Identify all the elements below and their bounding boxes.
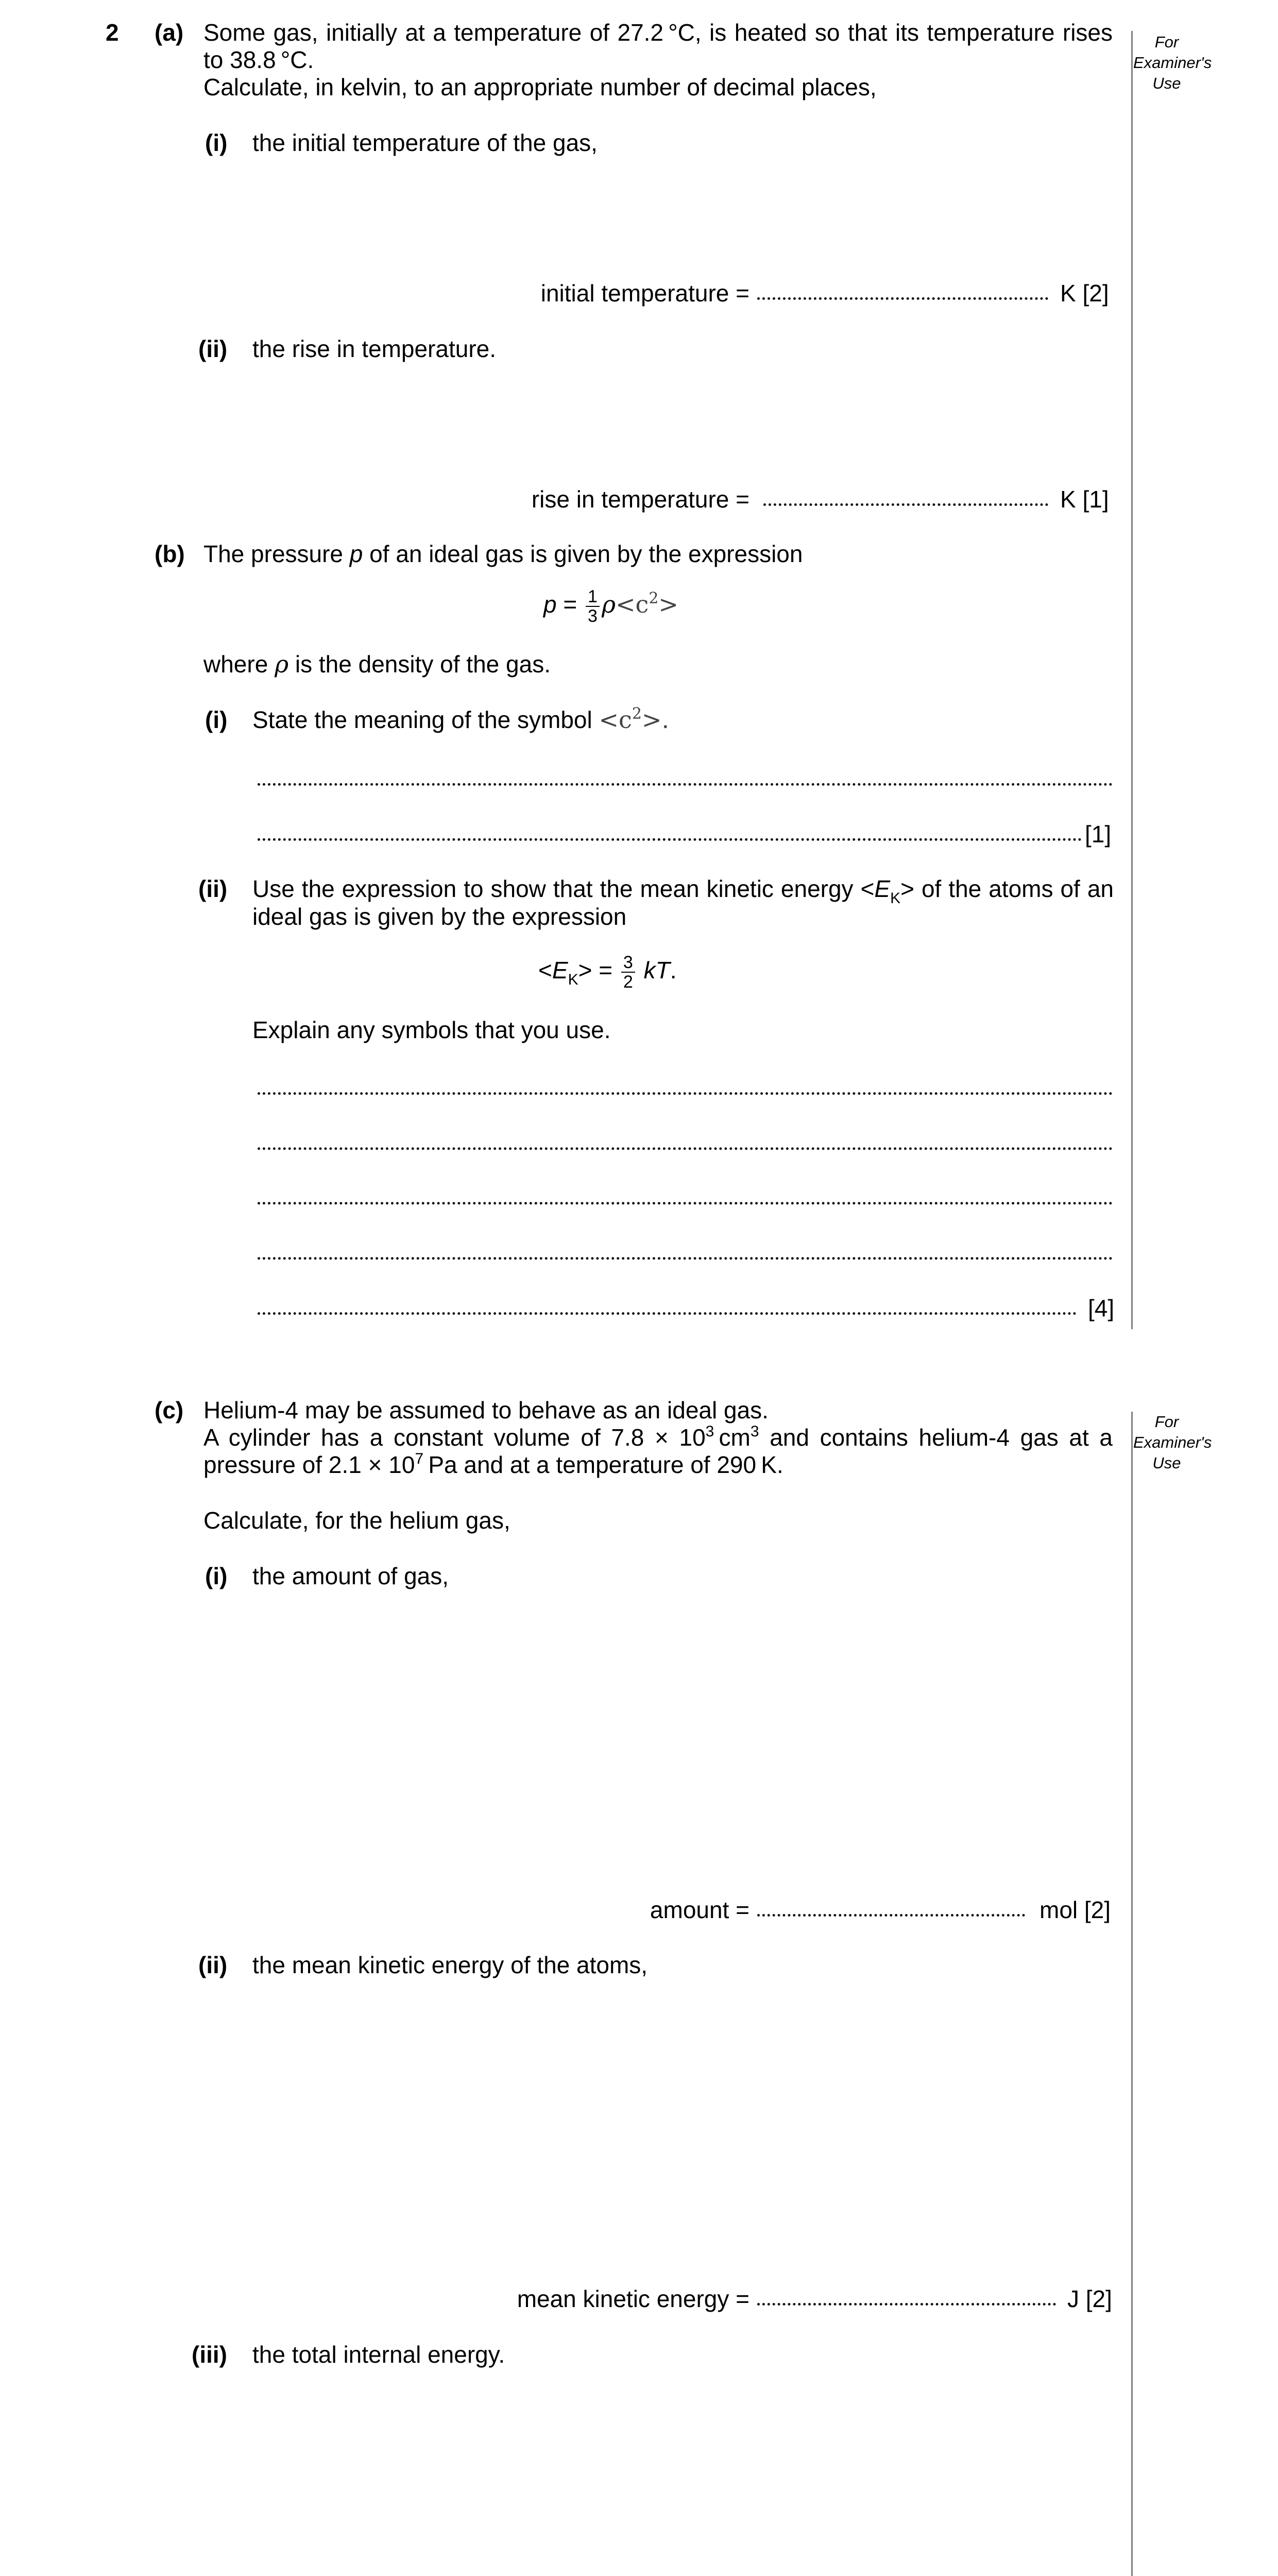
part-c-text-line2: A cylinder has a constant volume of $7.8 \times 10^3$ $cm^3$ and contains helium-4 gas at a bbox=[203, 1423, 1113, 1451]
part-a-label: (a) bbox=[155, 19, 184, 46]
examiner-margin-line bbox=[1131, 31, 1133, 1329]
part-c-iii-text: the total internal energy. bbox=[252, 2341, 505, 2368]
part-a-text-line1: Some gas, initially at a temperature of 27.2 °C, is heated so that its temperature rises bbox=[203, 19, 1113, 46]
answer-line[interactable] bbox=[258, 1147, 1113, 1150]
part-a-text-line3: Calculate, in kelvin, to an appropriate number of decimal places, bbox=[203, 74, 877, 100]
examiner-use-note: For Examiner's Use bbox=[1133, 33, 1212, 92]
part-c-ii-label: (ii) bbox=[198, 1952, 228, 1978]
fraction-three-halves: $\frac{3}{2}$ bbox=[621, 953, 635, 991]
part-c-i-text: the amount of gas, bbox=[252, 1563, 449, 1589]
answer-field-amount[interactable] bbox=[757, 1914, 1025, 1917]
part-b-i-text: State the meaning of the symbol $<c^2>$. bbox=[252, 705, 670, 734]
part-b-intro: The pressure p of an ideal gas is given by the expression bbox=[203, 540, 803, 567]
answer-line[interactable] bbox=[258, 1092, 1113, 1095]
part-b-label: (b) bbox=[155, 540, 185, 567]
answer-unit-amount: mol [2] bbox=[1040, 1896, 1111, 1923]
part-b-ii-text-line1: Use the expression to show that the mean kinetic energy $<E_K>$ of the atoms of an bbox=[252, 875, 1114, 907]
answer-label-amount: amount = bbox=[650, 1896, 749, 1923]
part-a-text-line2: to 38.8 °C. bbox=[203, 46, 314, 73]
part-c-text-line4: Calculate, for the helium gas, bbox=[203, 1507, 510, 1534]
answer-field-rise-in-temperature[interactable] bbox=[763, 503, 1048, 506]
answer-unit-rise-in-temperature: K [1] bbox=[1060, 486, 1109, 513]
answer-unit-mean-kinetic-energy: J [2] bbox=[1067, 2285, 1112, 2312]
answer-field-initial-temperature[interactable] bbox=[757, 297, 1048, 300]
part-b-i-label: (i) bbox=[205, 706, 228, 733]
part-b-ii-explain: Explain any symbols that you use. bbox=[252, 1016, 611, 1043]
answer-field-mean-kinetic-energy[interactable] bbox=[757, 2303, 1056, 2306]
answer-line[interactable] bbox=[258, 1257, 1113, 1260]
pressure-equation: p = $\frac{1}{3}$ $\rho<c^2>$ bbox=[543, 587, 678, 626]
answer-line[interactable] bbox=[258, 838, 1082, 841]
question-number: 2 bbox=[106, 19, 119, 46]
part-a-ii-text: the rise in temperature. bbox=[252, 335, 497, 362]
answer-label-initial-temperature: initial temperature = bbox=[540, 280, 749, 307]
part-c-i-label: (i) bbox=[205, 1563, 228, 1589]
part-c-ii-text: the mean kinetic energy of the atoms, bbox=[252, 1952, 648, 1978]
fraction-one-third: $\frac{1}{3}$ bbox=[586, 587, 600, 625]
answer-line[interactable] bbox=[258, 1312, 1077, 1315]
part-a-i-label: (i) bbox=[205, 129, 228, 156]
part-c-text-line3: pressure of $2.1 \times 10^7$ Pa and at a temperature of 290 K. bbox=[203, 1450, 783, 1478]
answer-line[interactable] bbox=[258, 1202, 1113, 1205]
part-c-label: (c) bbox=[155, 1397, 184, 1423]
part-b-ii-text-line2: ideal gas is given by the expression bbox=[252, 903, 627, 930]
part-b-ii-label: (ii) bbox=[198, 875, 228, 902]
part-c-iii-label: (iii) bbox=[192, 2341, 227, 2368]
kinetic-energy-equation: $<E_K>$ = $\frac{3}{2}$ kT. bbox=[538, 953, 677, 992]
mark-allocation: [4] bbox=[1088, 1295, 1115, 1321]
part-a-ii-label: (ii) bbox=[198, 335, 228, 362]
examiner-margin-line bbox=[1131, 1412, 1133, 2576]
part-b-where: where ρ is the density of the gas. bbox=[203, 650, 551, 678]
answer-label-rise-in-temperature: rise in temperature = bbox=[531, 486, 749, 513]
answer-label-mean-kinetic-energy: mean kinetic energy = bbox=[517, 2285, 749, 2312]
mark-allocation: [1] bbox=[1085, 821, 1112, 848]
part-c-text-line1: Helium-4 may be assumed to behave as an ideal gas. bbox=[203, 1397, 769, 1423]
answer-unit-initial-temperature: K [2] bbox=[1060, 280, 1109, 307]
answer-line[interactable] bbox=[258, 783, 1113, 786]
part-a-i-text: the initial temperature of the gas, bbox=[252, 129, 598, 156]
examiner-use-note: For Examiner's Use bbox=[1133, 1413, 1212, 1472]
